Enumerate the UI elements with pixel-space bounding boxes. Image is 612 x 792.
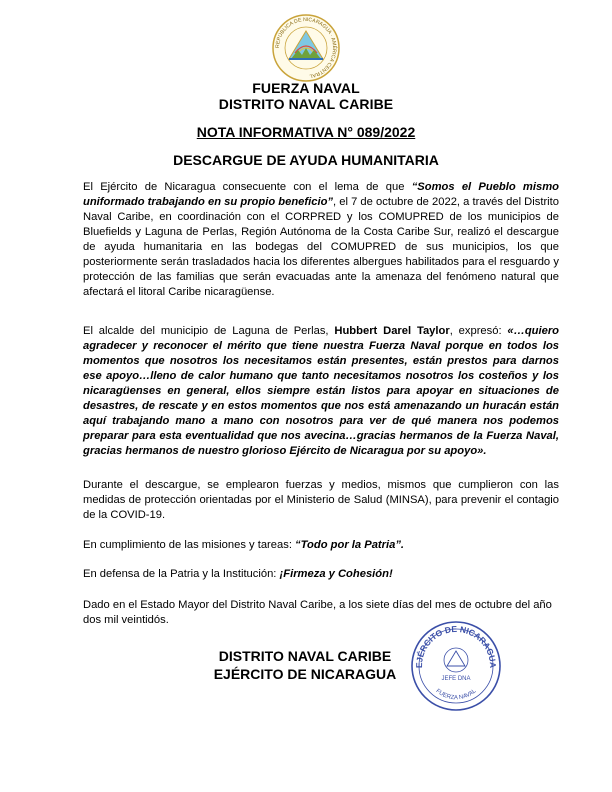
- seal-ring-text: REPÚBLICA DE NICARAGUA · AMÉRICA CENTRAL: [274, 16, 338, 79]
- paragraph-date: Dado en el Estado Mayor del Distrito Naval Caribe, a los siete días del mes de octubre del año dos mil veintidós.: [83, 599, 552, 626]
- nicaragua-seal-icon: [271, 13, 341, 83]
- mission-motto: “Todo por la Patria”.: [295, 539, 405, 551]
- note-number-title: NOTA INFORMATIVA N° 089/2022: [196, 124, 416, 140]
- district-title: DISTRITO NAVAL CARIBE: [218, 96, 394, 112]
- paragraph-intro-lead: El Ejército de Nicaragua consecuente con el lema de que: [83, 181, 412, 193]
- paragraph-defense: [83, 567, 559, 582]
- signature-army: EJÉRCITO DE NICARAGUA: [213, 666, 397, 682]
- mayor-name: Hubbert Darel Taylor: [334, 325, 450, 337]
- stamp-inner-text: JEFE DNA: [441, 676, 471, 682]
- paragraph-mayor-lead: El alcalde del municipio de Laguna de Perlas,: [83, 325, 335, 337]
- paragraph-covid-measures: Durante el descargue, se emplearon fuerzas y medios, mismos que cumplieron con las medidas de protección orientadas por el Ministerio de Salud (MINSA), para prevenir el contagio de la COVID-19.: [83, 479, 559, 521]
- svg-text:EJÉRCITO DE NICARAGUA: [414, 624, 498, 668]
- motto-quote: “Somos el Pueblo mismo uniformado trabajando en su propio beneficio”: [83, 181, 559, 208]
- mayor-quote: «…quiero agradecer y reconocer el mérito que tiene nuestra Fuerza Naval porque en todos los momentos que nosotros los necesitamos están presentes, están prestos para darnos ese apoyo…lleno de calor humano que tanto necesitamos nosotros los costeños y los nicaragüenses en general, ellos siempre están listos para apoyar en situaciones de desastres, de rescate y en estos momentos que nos está amenazando un huracán están aquí trabajando mano a mano con nosotros para ver de qué manera nos podemos preparar para esta eventualidad que nos avecina…gracias hermanos de la Fuerza Naval, gracias hermanos de nuestro glorioso Ejército de Nicaragua por su apoyo».: [83, 325, 560, 457]
- paragraph-mission: [83, 538, 559, 553]
- paragraph-intro: [83, 180, 559, 300]
- institution-title: FUERZA NAVAL: [252, 80, 360, 96]
- official-stamp-icon: [410, 620, 502, 712]
- signature-district: DISTRITO NAVAL CARIBE: [218, 648, 392, 664]
- paragraph-mayor-mid: , expresó:: [449, 325, 508, 337]
- note-subject: DESCARGUE DE AYUDA HUMANITARIA: [173, 152, 439, 168]
- stamp-bottom-text: FUERZA NAVAL: [434, 688, 478, 702]
- paragraph-defense-lead: En defensa de la Patria y la Institución:: [83, 568, 280, 580]
- paragraph-mayor-statement: [83, 324, 559, 459]
- paragraph-mission-lead: En cumplimiento de las misiones y tareas:: [83, 539, 296, 551]
- stamp-ring-text: EJÉRCITO DE NICARAGUA: [413, 623, 499, 669]
- paragraph-intro-rest: , el 7 de octubre de 2022, a través del Distrito Naval Caribe, en coordinación con el CORPRED y los COMUPRED de los municipios de Bluefields y Laguna de Perlas, Región Autónoma de la Costa Caribe Sur, realizó el descargue de ayuda humanitaria en las bodegas del COMUPRED de sus municipios, los que posteriormente serán trasladados hacia los diferentes albergues habilitados para el resguardo y protección de las familias que serán evacuadas ante la amenaza del fenómeno natural que afectará el litoral Caribe nicaragüense.: [83, 196, 559, 298]
- defense-motto: ¡Firmeza y Cohesión!: [279, 568, 393, 580]
